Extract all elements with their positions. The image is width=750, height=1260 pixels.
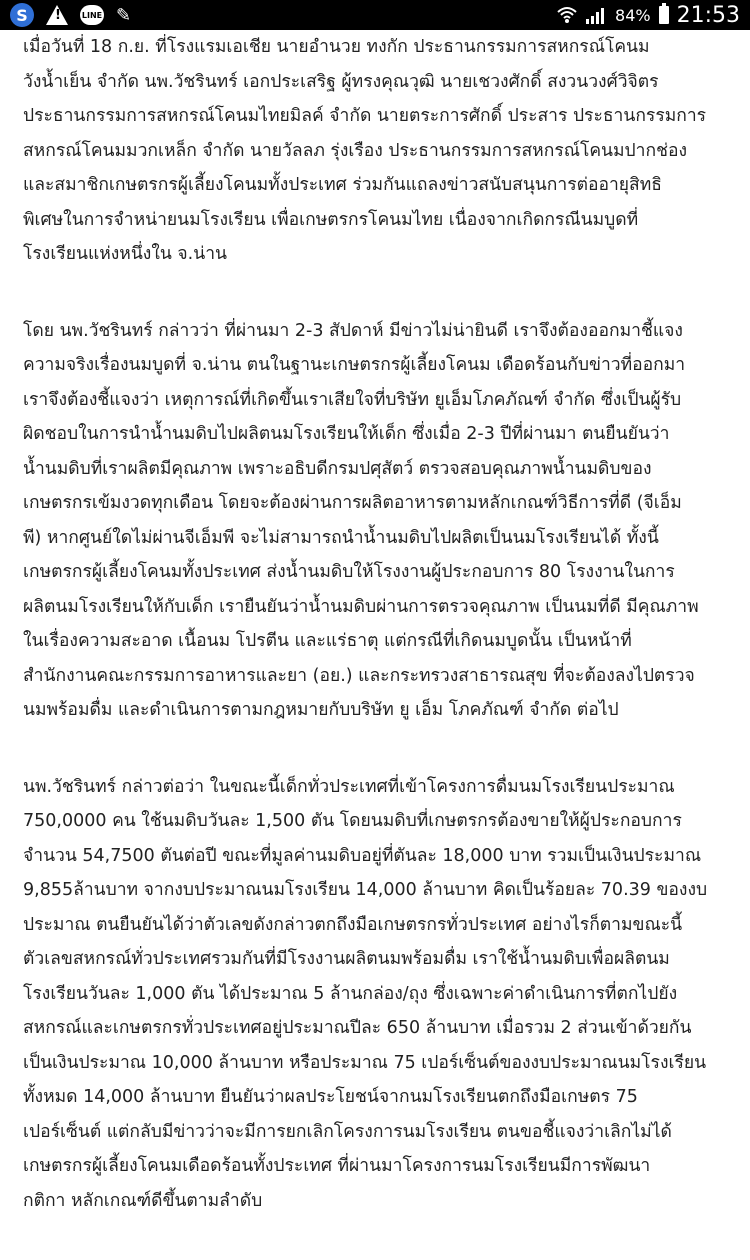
paragraph-line: น้ำนมดิบที่เราผลิตมีคุณภาพ เพราะอธิบดีกรมปศุสัตว์ ตรวจสอบคุณภาพน้ำนมดิบของ <box>23 458 652 479</box>
clock: 21:53 <box>676 2 740 28</box>
paragraph-line: 9,855ล้านบาท จากงบประมาณนมโรงเรียน 14,000 ล้านบาท คิดเป็นร้อยละ 70.39 ของงบ <box>23 880 708 900</box>
paragraph-line: โรงเรียนแห่งหนึ่งใน จ.น่าน <box>23 244 227 264</box>
paragraph-line: เปอร์เซ็นต์ แต่กลับมีข่าวว่าจะมีการยกเลิกโครงการนมโรงเรียน ตนขอชี้แจงว่าเลิกไม่ได้ <box>23 1121 672 1142</box>
battery-percentage: 84% <box>615 5 651 25</box>
battery-icon <box>659 6 669 24</box>
article-paragraph <box>23 314 736 728</box>
notification-icons <box>10 3 131 27</box>
warning-icon[interactable] <box>46 5 68 25</box>
paragraph-line: ประมาณ ตนยืนยันได้ว่าตัวเลขดังกล่าวตกถึงมือเกษตรกรทั่วประเทศ อย่างไรก็ตามขณะนี้ <box>23 914 683 935</box>
wifi-icon <box>557 6 577 24</box>
paragraph-line: พี) หากศูนย์ใดไม่ผ่านจีเอ็มพี จะไม่สามารถนำน้ำนมดิบไปผลิตเป็นนมโรงเรียนได้ ทั้งนี้ <box>23 527 659 548</box>
article-body <box>0 30 750 1260</box>
line-app-icon[interactable]: LINE <box>80 5 104 25</box>
paragraph-line: กติกา หลักเกณฑ์ดีขึ้นตามลำดับ <box>23 1190 263 1211</box>
paragraph-line: ผลิตนมโรงเรียนให้กับเด็ก เรายืนยันว่าน้ำนมดิบผ่านการตรวจคุณภาพ เป็นนมที่ดี มีคุณภาพ <box>23 596 699 617</box>
paragraph-line: เมื่อวันที่ 18 ก.ย. ที่โรงแรมเอเชีย นายอำนวย ทงกัก ประธานกรรมการสหกรณ์โคนม <box>23 37 650 57</box>
paragraph-line: ผิดชอบในการนำน้ำนมดิบไปผลิตนมโรงเรียนให้เด็ก ซึ่งเมื่อ 2-3 ปีที่ผ่านมา ตนยืนยันว่า <box>23 424 670 444</box>
app-s-icon[interactable]: S <box>10 3 34 27</box>
paragraph-line: สหกรณ์โคนมมวกเหล็ก จำกัด นายวัลลภ รุ่งเรือง ประธานกรรมการสหกรณ์โคนมปากช่อง <box>23 140 688 161</box>
paragraph-line: พิเศษในการจำหน่ายนมโรงเรียน เพื่อเกษตรกรโคนมไทย เนื่องจากเกิดกรณีนมบูดที่ <box>23 209 639 230</box>
paragraph-line: เกษตรกรผู้เลี้ยงโคนมทั้งประเทศ ส่งน้ำนมดิบให้โรงงานผู้ประกอบการ 80 โรงงานในการ <box>23 562 675 582</box>
pen-icon[interactable]: ✎ <box>116 4 132 26</box>
article-paragraph <box>23 30 736 272</box>
paragraph-line: สหกรณ์และเกษตรกรทั่วประเทศอยู่ประมาณปีละ 650 ล้านบาท เมื่อรวม 2 ส่วนเข้าด้วยกัน <box>23 1018 692 1038</box>
paragraph-line: สำนักงานคณะกรรมการอาหารและยา (อย.) และกระทรวงสาธารณสุข ที่จะต้องลงไปตรวจ <box>23 665 695 686</box>
paragraph-line: เกษตรกรผู้เลี้ยงโคนมเดือดร้อนทั้งประเทศ ที่ผ่านมาโครงการนมโรงเรียนมีการพัฒนา <box>23 1156 651 1176</box>
paragraph-line: โรงเรียนวันละ 1,000 ตัน ได้ประมาณ 5 ล้านกล่อง/ถุง ซึ่งเฉพาะค่าดำเนินการที่ตกไปยัง <box>23 983 678 1004</box>
paragraph-line: 750,0000 คน ใช้นมดิบวันละ 1,500 ตัน โดยนมดิบที่เกษตรกรต้องขายให้ผู้ประกอบการ <box>23 811 682 831</box>
paragraph-line: เป็นเงินประมาณ 10,000 ล้านบาท หรือประมาณ 75 เปอร์เซ็นต์ของงบประมาณนมโรงเรียน <box>23 1052 707 1073</box>
paragraph-line: นพ.วัชรินทร์ กล่าวต่อว่า ในขณะนี้เด็กทั่วประเทศที่เข้าโครงการดื่มนมโรงเรียนประมาณ <box>23 776 675 797</box>
paragraph-line: ประธานกรรมการสหกรณ์โคนมไทยมิลค์ จำกัด นายตระการศักดิ์ ประสาร ประธานกรรมการ <box>23 106 707 126</box>
paragraph-line: เราจึงต้องชี้แจงว่า เหตุการณ์ที่เกิดขึ้นเราเสียใจที่บริษัท ยูเอ็มโภคภัณฑ์ จำกัด ซึ่งเป็นผู้รับ <box>23 389 682 410</box>
paragraph-line: ทั้งหมด 14,000 ล้านบาท ยืนยันว่าผลประโยชน์จากนมโรงเรียนตกถึงมือเกษตร 75 <box>23 1087 638 1107</box>
paragraph-line: จำนวน 54,7500 ตันต่อปี ขณะที่มูลค่านมดิบอยู่ที่ตันละ 18,000 บาท รวมเป็นเงินประมาณ <box>23 845 702 866</box>
paragraph-line: วังน้ำเย็น จำกัด นพ.วัชรินทร์ เอกประเสริฐ ผู้ทรงคุณวุฒิ นายเชวงศักดิ์ สงวนวงศ์วิจิตร <box>23 71 659 92</box>
paragraph-line: โดย นพ.วัชรินทร์ กล่าวว่า ที่ผ่านมา 2-3 สัปดาห์ มีข่าวไม่น่ายินดี เราจึงต้องออกมาชี้แจง <box>23 320 683 341</box>
paragraph-line: นมพร้อมดื่ม และดำเนินการตามกฎหมายกับบริษัท ยู เอ็ม โภคภัณฑ์ จำกัด ต่อไป <box>23 700 619 720</box>
paragraph-line: และสมาชิกเกษตรกรผู้เลี้ยงโคนมทั้งประเทศ ร่วมกันแถลงข่าวสนับสนุนการต่ออายุสิทธิ <box>23 175 662 195</box>
paragraph-line: ตัวเลขสหกรณ์ทั่วประเทศรวมกันที่มีโรงงานผลิตนมพร้อมดื่ม เราใช้น้ำนมดิบเพื่อผลิตนม <box>23 949 670 969</box>
system-status <box>557 3 740 28</box>
paragraph-line: ความจริงเรื่องนมบูดที่ จ.น่าน ตนในฐานะเกษตรกรผู้เลี้ยงโคนม เดือดร้อนกับข่าวที่ออกมา <box>23 355 686 375</box>
paragraph-line: เกษตรกรเข้มงวดทุกเดือน โดยจะต้องผ่านการผลิตอาหารตามหลักเกณฑ์วิธีการที่ดี (จีเอ็ม <box>23 493 682 513</box>
article-paragraph <box>23 770 736 1219</box>
paragraph-line: ในเรื่องความสะอาด เนื้อนม โปรตีน และแร่ธาตุ แต่กรณีที่เกิดนมบูดนั้น เป็นหน้าที่ <box>23 631 632 651</box>
status-bar <box>0 0 750 30</box>
signal-icon <box>585 6 607 24</box>
